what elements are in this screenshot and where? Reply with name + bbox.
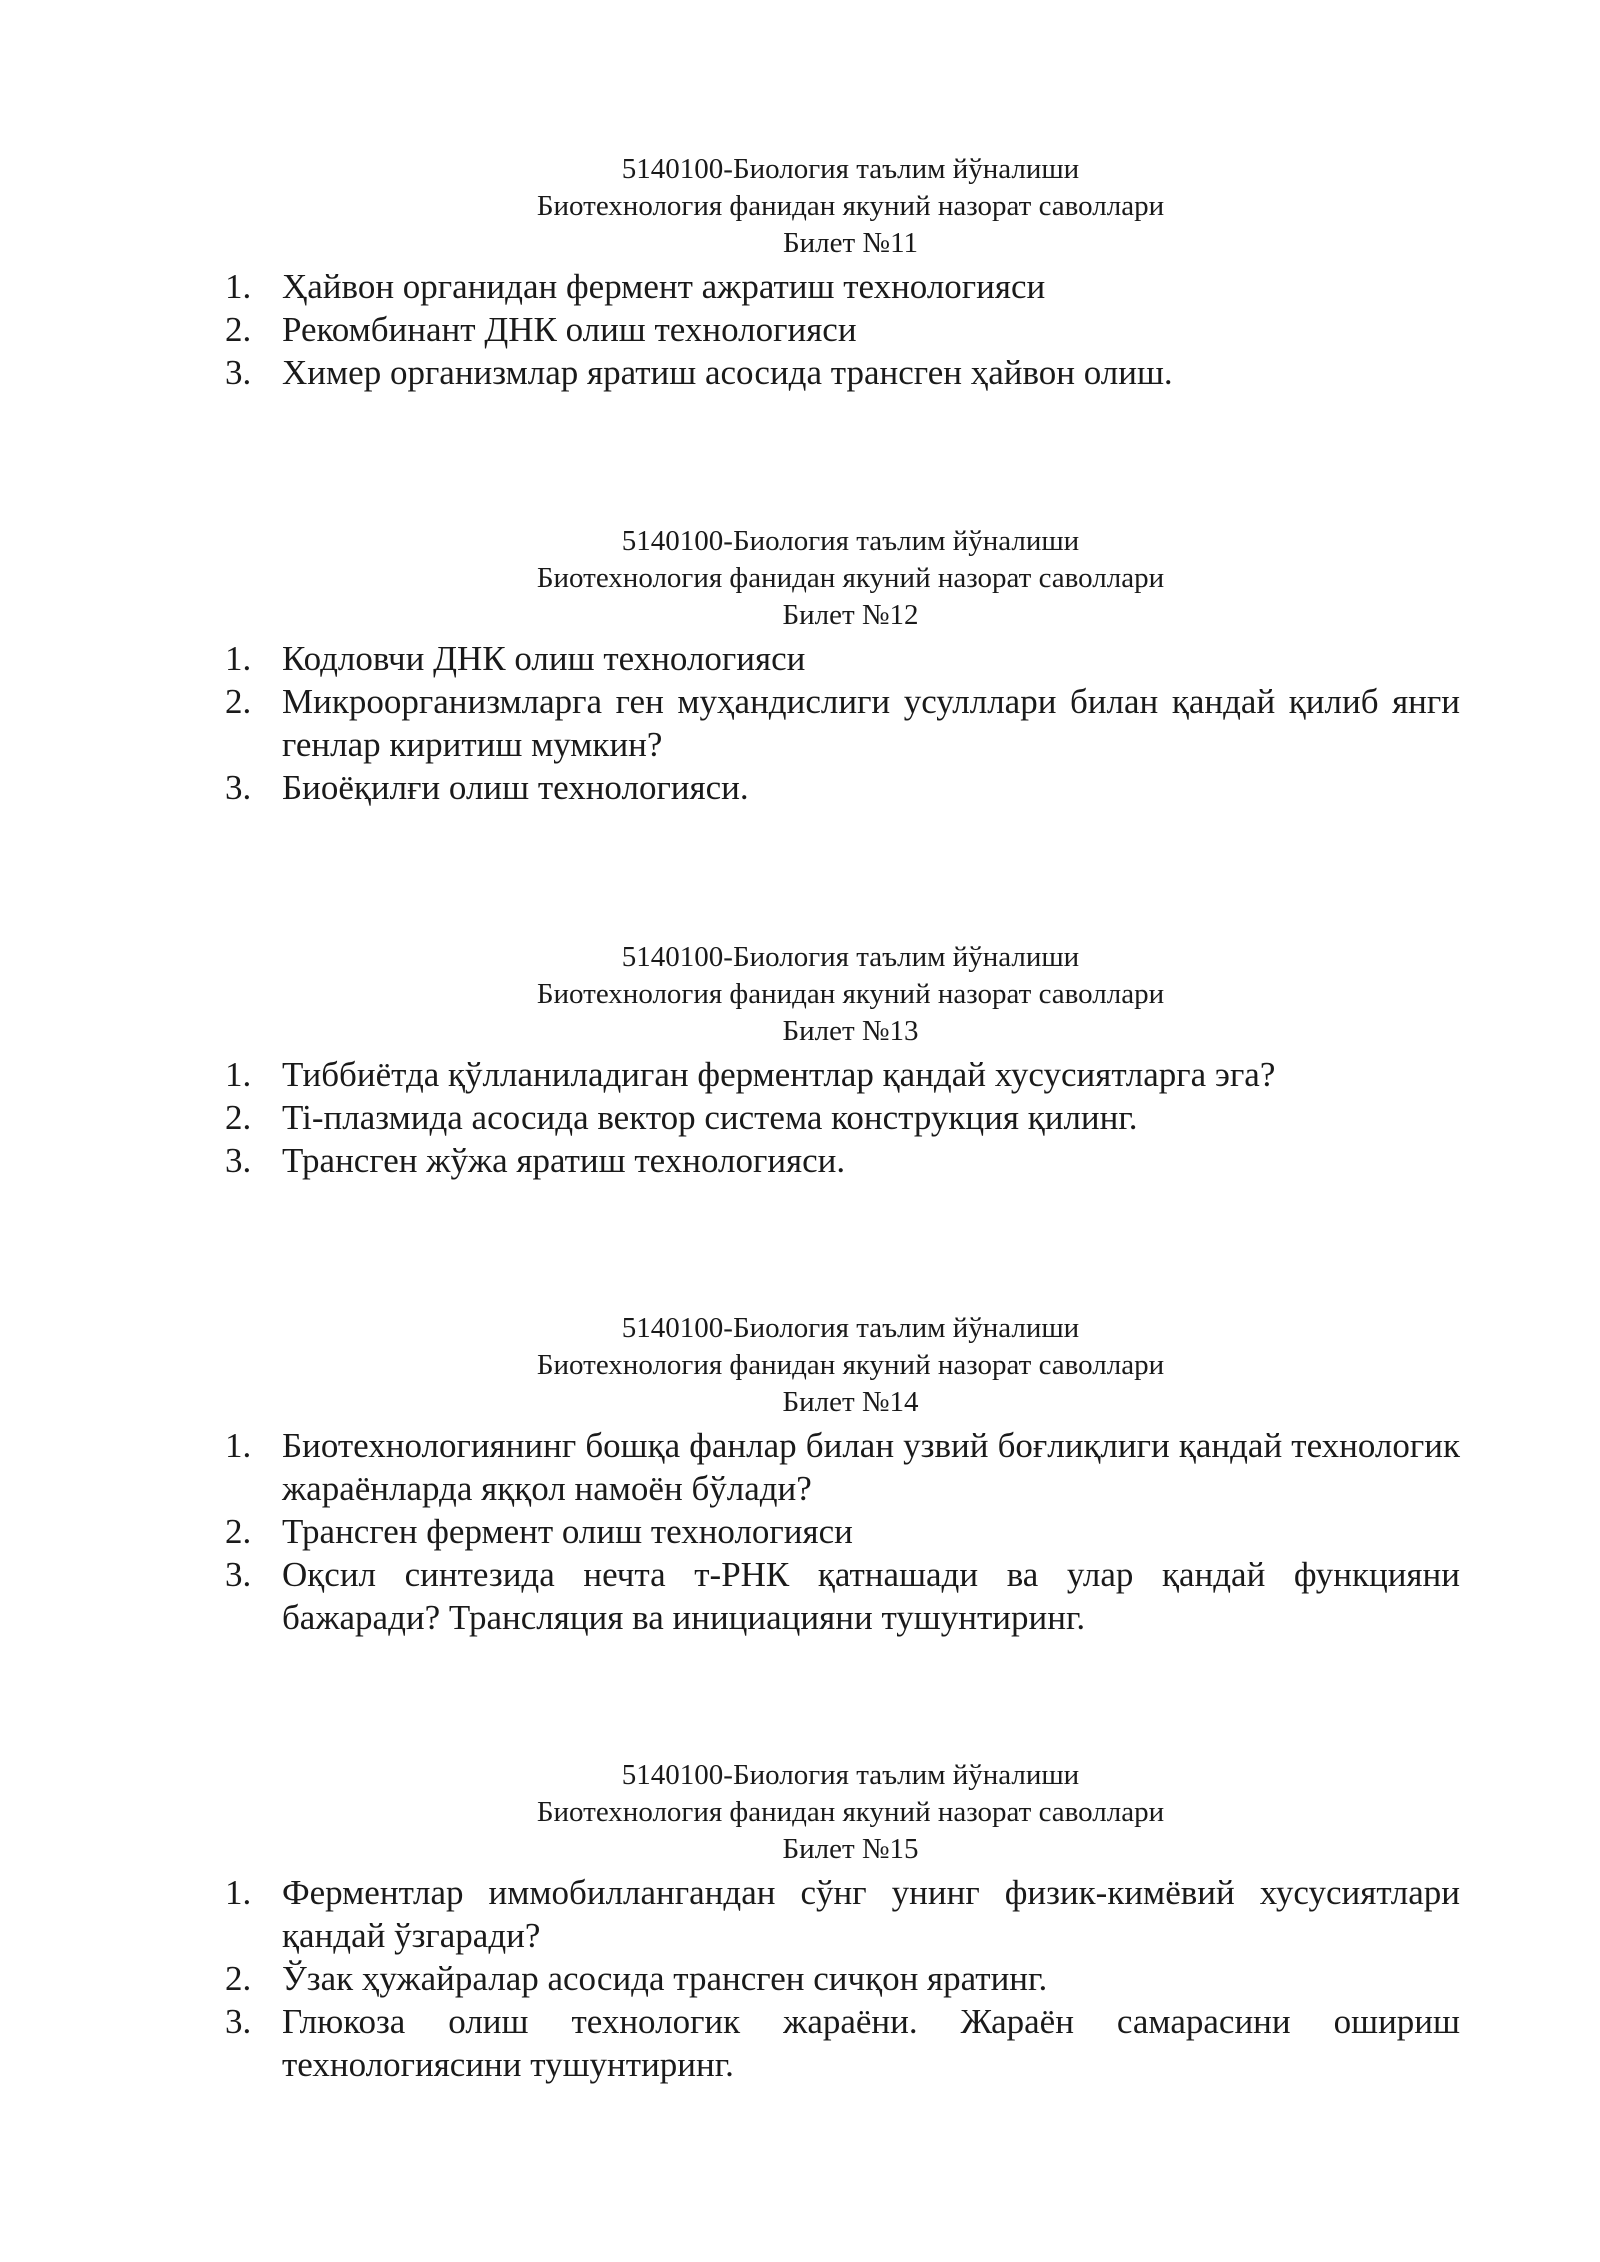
question-list (225, 1424, 1460, 1639)
ticket-block (225, 1757, 1460, 2086)
question-number: 1. (225, 1873, 252, 1912)
question-number: 1. (225, 639, 252, 678)
question-number: 3. (225, 353, 252, 392)
question-text: Химер организмлар яратиш асосида трансген ҳайвон олиш. (282, 353, 1173, 392)
subject-title: Биотехнология фанидан якуний назорат саволлари (536, 562, 1165, 594)
question-text: Биоёқилғи олиш технологияси. (282, 768, 749, 807)
question-number: 3. (225, 1555, 252, 1594)
question-item (225, 1510, 1460, 1553)
ticket-number: Билет №12 (782, 599, 919, 631)
question-text: Глюкоза олиш технологик жараёни. Жараён самарасини ошириш технологиясини тушунтиринг. (282, 2002, 1460, 2084)
question-number: 2. (225, 1098, 252, 1137)
question-number: 3. (225, 2002, 252, 2041)
question-text: Рекомбинант ДНК олиш технологияси (282, 310, 857, 349)
ticket-block (225, 523, 1460, 809)
program-title: 5140100-Биология таълим йўналиши (621, 525, 1080, 557)
question-item (225, 637, 1460, 680)
question-item (225, 680, 1460, 766)
ticket-block (225, 151, 1460, 394)
subject-title: Биотехнология фанидан якуний назорат саволлари (536, 978, 1165, 1010)
question-item (225, 1139, 1460, 1182)
question-text: Ҳайвон органидан фермент ажратиш технологияси (282, 267, 1046, 306)
question-list (225, 637, 1460, 809)
ticket-block (225, 939, 1460, 1182)
question-item (225, 1871, 1460, 1957)
ticket-number: Билет №14 (782, 1386, 919, 1418)
question-number: 2. (225, 1512, 252, 1551)
question-list (225, 1871, 1460, 2086)
program-title: 5140100-Биология таълим йўналиши (621, 941, 1080, 973)
question-item (225, 2000, 1460, 2086)
question-item (225, 265, 1460, 308)
question-text: Трансген фермент олиш технологияси (282, 1512, 853, 1551)
subject-title: Биотехнология фанидан якуний назорат саволлари (536, 1349, 1165, 1381)
subject-title: Биотехнология фанидан якуний назорат саволлари (536, 190, 1165, 222)
question-item (225, 1424, 1460, 1510)
question-number: 1. (225, 267, 252, 306)
question-number: 2. (225, 310, 252, 349)
ticket-number: Билет №15 (782, 1833, 919, 1865)
question-item (225, 351, 1460, 394)
ticket-block (225, 1310, 1460, 1639)
question-item (225, 1096, 1460, 1139)
question-item (225, 1053, 1460, 1096)
program-title: 5140100-Биология таълим йўналиши (621, 153, 1080, 185)
question-item (225, 1957, 1460, 2000)
question-number: 1. (225, 1055, 252, 1094)
question-text: Биотехнологиянинг бошқа фанлар билан узвий боғлиқлиги қандай технологик жараёнларда яққол намоён бўлади? (282, 1426, 1460, 1508)
question-number: 2. (225, 682, 252, 721)
program-title: 5140100-Биология таълим йўналиши (621, 1759, 1080, 1791)
question-text: Ферментлар иммобиллангандан сўнг унинг физик-кимёвий хусусиятлари қандай ўзгаради? (282, 1873, 1460, 1955)
ticket-number: Билет №11 (782, 227, 919, 259)
question-text: Микроорганизмларга ген муҳандислиги усулллари билан қандай қилиб янги генлар киритиш мумкин? (282, 682, 1460, 764)
question-text: Трансген жўжа яратиш технологияси. (282, 1141, 846, 1180)
question-text: Оқсил синтезида нечта т-РНК қатнашади ва улар қандай функцияни бажаради? Трансляция ва инициацияни тушунтиринг. (282, 1555, 1460, 1637)
subject-title: Биотехнология фанидан якуний назорат саволлари (536, 1796, 1165, 1828)
question-text: Кодловчи ДНК олиш технологияси (282, 639, 806, 678)
question-number: 3. (225, 1141, 252, 1180)
question-item (225, 308, 1460, 351)
question-list (225, 265, 1460, 394)
question-item (225, 1553, 1460, 1639)
ticket-number: Билет №13 (782, 1015, 919, 1047)
question-item (225, 766, 1460, 809)
question-number: 2. (225, 1959, 252, 1998)
question-list (225, 1053, 1460, 1182)
question-text: Ўзак ҳужайралар асосида трансген сичқон яратинг. (282, 1959, 1048, 1998)
question-number: 1. (225, 1426, 252, 1465)
program-title: 5140100-Биология таълим йўналиши (621, 1312, 1080, 1344)
question-number: 3. (225, 768, 252, 807)
question-text: Ti-плазмида асосида вектор система конструкция қилинг. (282, 1098, 1138, 1137)
question-text: Тиббиётда қўлланиладиган ферментлар қандай хусусиятларга эга? (282, 1055, 1276, 1094)
